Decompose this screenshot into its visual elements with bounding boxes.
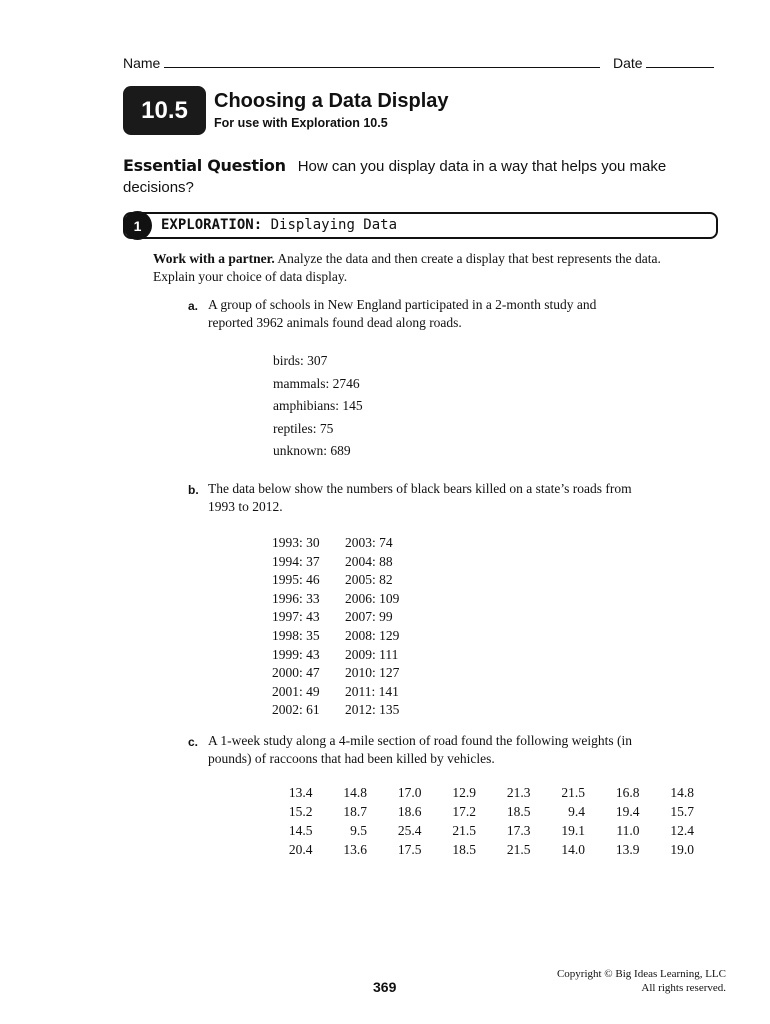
table-cell: 12.9 — [452, 784, 476, 800]
list-item: 1997: 43 — [272, 609, 320, 625]
list-item: 2002: 61 — [272, 702, 320, 718]
raccoon-weights-table — [258, 783, 694, 860]
exploration-instructions — [153, 250, 663, 286]
table-cell: 11.0 — [616, 822, 640, 838]
date-line[interactable] — [646, 55, 714, 68]
list-item: 1994: 37 — [272, 553, 320, 569]
exploration-number: 1 — [123, 211, 152, 240]
exploration-label: EXPLORATION: — [161, 217, 263, 233]
table-row — [258, 821, 694, 840]
list-item: 2000: 47 — [272, 665, 320, 681]
list-item: 2008: 129 — [345, 627, 400, 643]
part-a-list — [273, 352, 363, 465]
list-item: amphibians: 145 — [273, 398, 363, 413]
table-cell: 18.6 — [397, 803, 422, 819]
table-cell: 13.9 — [615, 842, 640, 858]
table-cell: 21.5 — [452, 822, 476, 838]
instructions-bold: Work with a partner. — [153, 251, 275, 266]
list-item: 2011: 141 — [345, 683, 399, 699]
list-item: birds: 307 — [273, 353, 328, 368]
table-cell: 14.0 — [561, 842, 585, 858]
list-item: 2003: 74 — [345, 535, 393, 550]
table-cell: 19.1 — [561, 822, 585, 838]
list-item: 2004: 88 — [345, 553, 393, 569]
lesson-number-badge: 10.5 — [123, 86, 206, 135]
name-label: Name — [123, 55, 161, 71]
table-cell: 15.2 — [288, 803, 313, 819]
table-cell: 13.4 — [288, 784, 313, 800]
list-item: 2006: 109 — [345, 590, 400, 606]
part-c-text: A 1-week study along a 4-mile section of road found the following weights (in pounds) of raccoons that had been killed by vehicles. — [208, 733, 633, 766]
list-item: 1993: 30 — [272, 535, 320, 550]
name-line[interactable] — [164, 55, 600, 68]
lesson-title: Choosing a Data Display — [214, 90, 449, 112]
part-c-letter: c. — [188, 735, 199, 749]
lesson-subtitle: For use with Exploration 10.5 — [214, 116, 388, 130]
name-field[interactable] — [123, 55, 600, 71]
table-cell: 9.4 — [568, 803, 585, 819]
table-cell: 17.5 — [397, 842, 422, 858]
table-cell: 20.4 — [288, 842, 313, 858]
table-cell: 18.7 — [343, 803, 367, 819]
table-cell: 18.5 — [506, 803, 531, 819]
table-cell: 18.5 — [452, 842, 476, 858]
date-label: Date — [613, 55, 643, 71]
table-cell: 13.6 — [343, 842, 367, 858]
list-item: 1999: 43 — [272, 646, 320, 662]
table-cell: 16.8 — [615, 784, 640, 800]
instructions-text: Analyze the data and then create a display that best represents the data. Explain your choice of data display. — [153, 251, 661, 284]
table-cell: 17.3 — [506, 822, 531, 838]
list-item: 2009: 111 — [345, 646, 399, 662]
table-cell: 9.5 — [350, 822, 367, 838]
copyright-line-2: All rights reserved. — [641, 982, 726, 994]
table-cell: 15.7 — [670, 803, 694, 819]
page-number: 369 — [373, 979, 397, 995]
table-cell: 14.8 — [343, 784, 367, 800]
list-item: 2010: 127 — [345, 665, 400, 681]
copyright-notice — [520, 967, 726, 995]
list-item: 2012: 135 — [345, 702, 400, 718]
list-item: 1995: 46 — [272, 572, 320, 588]
essential-question-label: Essential Question — [123, 156, 286, 175]
table-cell: 21.3 — [506, 784, 531, 800]
essential-question-text: How can you display data in a way that helps you make decisions? — [123, 158, 667, 196]
part-a-text: A group of schools in New England participated in a 2-month study and reported 3962 animals found dead along roads. — [208, 297, 597, 330]
essential-question — [123, 155, 683, 198]
list-item: unknown: 689 — [273, 443, 351, 458]
part-b-text: The data below show the numbers of black bears killed on a state’s roads from 1993 to 2012. — [208, 481, 632, 514]
list-item: reptiles: 75 — [273, 420, 334, 436]
copyright-line-1: Copyright © Big Ideas Learning, LLC — [556, 968, 726, 980]
table-cell: 14.8 — [670, 784, 694, 800]
table-cell: 19.0 — [670, 842, 694, 858]
table-cell: 21.5 — [506, 842, 531, 858]
list-item: 1998: 35 — [272, 627, 320, 643]
table-cell: 25.4 — [397, 822, 422, 838]
table-row — [258, 783, 694, 802]
part-b-letter: b. — [188, 483, 199, 497]
table-row — [258, 802, 694, 821]
list-item: mammals: 2746 — [273, 375, 360, 391]
table-row — [258, 841, 694, 860]
list-item: 2007: 99 — [345, 609, 393, 625]
table-cell: 12.4 — [670, 822, 694, 838]
table-cell: 17.2 — [452, 803, 476, 819]
part-a-letter: a. — [188, 299, 199, 313]
table-cell: 19.4 — [615, 803, 640, 819]
list-item: 2005: 82 — [345, 572, 393, 588]
table-cell: 21.5 — [561, 784, 585, 800]
date-field[interactable] — [613, 55, 714, 71]
exploration-title: Displaying Data — [270, 217, 398, 233]
table-cell: 17.0 — [397, 784, 422, 800]
bear-data-column-2 — [345, 534, 399, 720]
bear-data-column-1 — [272, 534, 320, 720]
exploration-heading — [161, 217, 397, 233]
list-item: 2001: 49 — [272, 683, 320, 699]
list-item: 1996: 33 — [272, 590, 320, 606]
table-cell: 14.5 — [288, 822, 313, 838]
